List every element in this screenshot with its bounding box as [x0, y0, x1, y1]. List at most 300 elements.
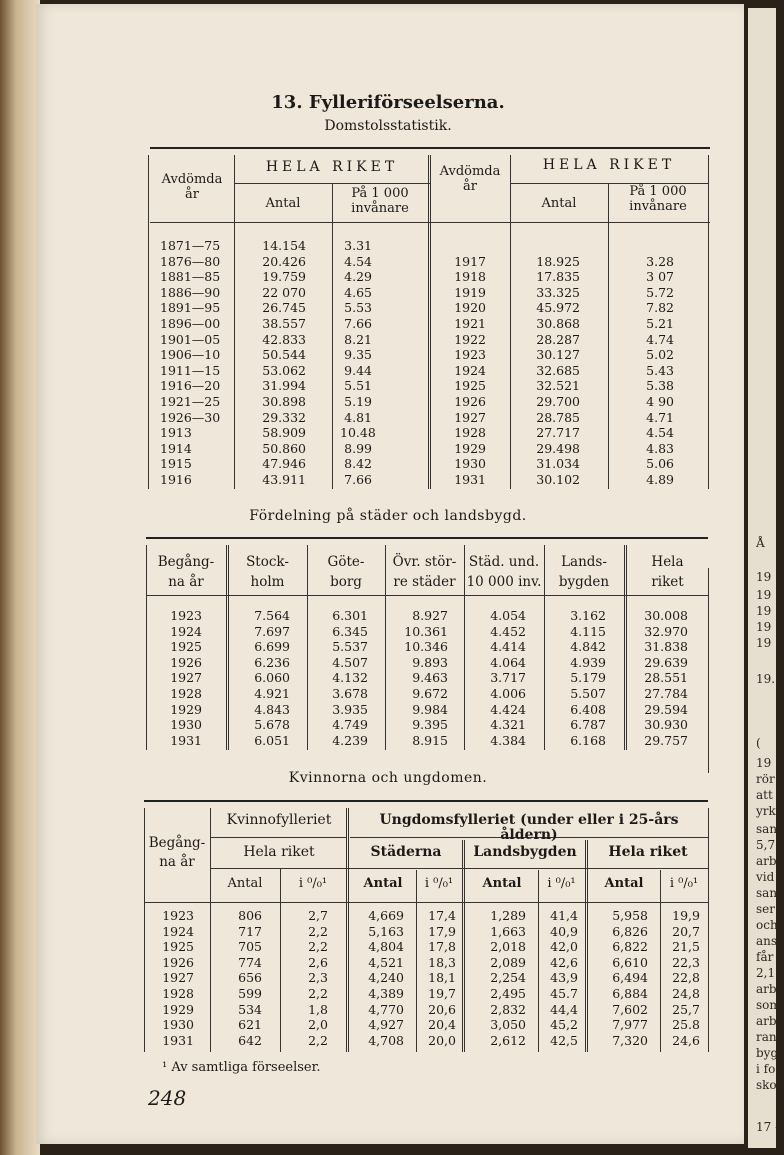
facing-page-text: 19	[756, 588, 772, 602]
facing-page-text: och	[756, 918, 778, 932]
table-cell: 5.43	[646, 362, 674, 378]
table-cell: 2,2	[308, 923, 328, 939]
table-cell: 2,612	[490, 1032, 526, 1048]
t3-header-landsbygden: Landsbygden	[473, 844, 577, 860]
t3-header-kvinno: Kvinnofylleriet	[226, 812, 332, 828]
t2-lands	[564, 608, 606, 748]
table-cell: 31.838	[644, 639, 688, 655]
table-cell: 656	[238, 970, 262, 986]
table-cell: 28.551	[644, 670, 688, 686]
table-cell: 28.785	[536, 409, 580, 425]
table-cell: 42.833	[262, 331, 306, 347]
table-cell: 4.132	[332, 670, 368, 686]
table-cell: 20,0	[428, 1032, 456, 1048]
table-cell: 4,804	[368, 939, 404, 955]
table-cell: 599	[238, 985, 262, 1001]
t3-header-ungdom: Ungdomsfylleriet (under eller i 25-års åldern)	[379, 812, 679, 843]
table-cell: 1930	[170, 717, 202, 733]
table-cell: 6.345	[332, 623, 368, 639]
table-cell: 4.749	[332, 717, 368, 733]
table-cell: 4,708	[368, 1032, 404, 1048]
table-cell: 4.239	[332, 732, 368, 748]
table-cell: 1911—15	[160, 362, 221, 378]
table-cell: 4.89	[646, 471, 674, 487]
table-cell: 50.860	[262, 440, 306, 456]
table-cell: 45.972	[536, 300, 580, 316]
t3-header-kv-hela: Hela riket	[243, 844, 315, 860]
t3-la-proc	[544, 908, 578, 1048]
t2-stockholm	[246, 608, 290, 748]
table-cell: 1924	[162, 923, 194, 939]
table-cell: 2,2	[308, 939, 328, 955]
table-cell: 30.127	[536, 347, 580, 363]
table-cell: 1925	[170, 639, 202, 655]
table-cell: 17.835	[536, 269, 580, 285]
t2-hela	[640, 608, 688, 748]
t3-years	[158, 908, 194, 1048]
table-cell: 5.507	[570, 685, 606, 701]
table-cell: 1886—90	[160, 284, 221, 300]
table-cell: 4,521	[368, 954, 404, 970]
table-cell: 4.064	[490, 654, 526, 670]
table-cell: 2,089	[490, 954, 526, 970]
table-cell: 1906—10	[160, 347, 221, 363]
table-cell: 2,018	[490, 939, 526, 955]
header-avdomda-left: Avdömda år	[161, 172, 223, 202]
t3-st-proc	[422, 908, 456, 1048]
table-cell: 5.06	[646, 456, 674, 472]
header-hela-riket-right: HELA RIKET	[542, 157, 676, 173]
table-cell: 1924	[170, 623, 202, 639]
table-cell: 5,958	[612, 908, 648, 923]
table-cell: 4.006	[490, 685, 526, 701]
table-cell: 22,8	[672, 970, 700, 986]
table-cell: 6,822	[612, 939, 648, 955]
header-hela-riket-left: HELA RIKET	[265, 159, 399, 175]
t3-h-la-antal: Antal	[482, 876, 522, 891]
table-cell: 30.102	[536, 471, 580, 487]
table-cell: 4.83	[646, 440, 674, 456]
t3-h-he-antal: Antal	[604, 876, 644, 891]
table-cell: 1931	[454, 471, 486, 487]
table-cell: 806	[238, 908, 262, 923]
table-cell: 4.424	[490, 701, 526, 717]
table-cell: 33.325	[536, 284, 580, 300]
table-cell: 3.935	[332, 701, 368, 717]
facing-page-text: san	[756, 886, 778, 900]
table-cell: 4.054	[490, 608, 526, 623]
table-cell: 6.301	[332, 608, 368, 623]
table-cell: 7.66	[344, 315, 372, 331]
table-cell: 31.994	[262, 378, 306, 394]
table-cell: 24,8	[672, 985, 700, 1001]
table-cell: 9.893	[412, 654, 448, 670]
table-cell: 1871—75	[160, 238, 221, 253]
table-cell: 4.65	[344, 284, 372, 300]
table-cell: 1924	[454, 362, 486, 378]
table-cell: 1926	[162, 954, 194, 970]
table-cell: 5.02	[646, 347, 674, 363]
table-cell: 6.236	[254, 654, 290, 670]
t2-years	[166, 608, 202, 748]
table-cell: 38.557	[262, 315, 306, 331]
table-cell: 4.414	[490, 639, 526, 655]
table-cell: 2,2	[308, 985, 328, 1001]
table-cell: 45,2	[550, 1017, 578, 1033]
table-cell: 2,832	[490, 1001, 526, 1017]
table-cell: 1917	[454, 253, 486, 269]
table-cell: 29.498	[536, 440, 580, 456]
table-cell: 2,0	[308, 1017, 328, 1033]
t3-he-proc	[666, 908, 700, 1048]
page-subtitle: Domstolsstatistik.	[324, 118, 452, 134]
table-cell: 42,6	[550, 954, 578, 970]
table-cell: 4.842	[570, 639, 606, 655]
table-cell: 29.594	[644, 701, 688, 717]
t2-header-hela: Hela riket	[651, 554, 684, 590]
table-cell: 5.179	[570, 670, 606, 686]
t3-h-st-proc: i ⁰/₀¹	[424, 876, 454, 891]
table-cell: 5.21	[646, 315, 674, 331]
t3-st-antal	[356, 908, 404, 1048]
facing-page-text: 19	[756, 620, 772, 634]
table-cell: 4.507	[332, 654, 368, 670]
table-cell: 26.745	[262, 300, 306, 316]
table-cell: 4.321	[490, 717, 526, 733]
table-cell: 29.639	[644, 654, 688, 670]
table-cell: 2,2	[308, 1032, 328, 1048]
table-cell: 9.672	[412, 685, 448, 701]
table-cell: 7.697	[254, 623, 290, 639]
table-cell: 9.395	[412, 717, 448, 733]
table-cell: 4.939	[570, 654, 606, 670]
t3-h-la-proc: i ⁰/₀¹	[547, 876, 576, 891]
table-cell: 4,389	[368, 985, 404, 1001]
facing-page-text: får	[756, 950, 774, 964]
table-cell: 58.909	[262, 425, 306, 441]
table-cell: 534	[238, 1001, 262, 1017]
table-cell: 1876—80	[160, 253, 221, 269]
table-cell: 8.21	[344, 331, 372, 347]
table-cell: 1913	[160, 425, 192, 441]
table-cell: 1927	[170, 670, 202, 686]
table-cell: 6,884	[612, 985, 648, 1001]
table-cell: 22,3	[672, 954, 700, 970]
table-cell: 43,9	[550, 970, 578, 986]
table-cell: 1920	[454, 300, 486, 316]
table-cell: 29.757	[644, 732, 688, 748]
table-cell: 44,4	[550, 1001, 578, 1017]
table-cell: 4.921	[254, 685, 290, 701]
table-cell: 10.361	[404, 623, 448, 639]
table-cell: 28.287	[536, 331, 580, 347]
table-cell: 25,7	[672, 1001, 700, 1017]
header-per1000-left: På 1 000 invånare	[351, 186, 409, 216]
table-cell: 2,6	[308, 954, 328, 970]
table-cell: 1,289	[490, 908, 526, 923]
facing-page-text: 19	[756, 636, 772, 650]
table-cell: 1925	[162, 939, 194, 955]
t3-he-antal	[598, 908, 648, 1048]
table-cell: 4,669	[368, 908, 404, 923]
table-cell: 621	[238, 1017, 262, 1033]
table-cell: 30.930	[644, 717, 688, 733]
table-cell: 1923	[170, 608, 202, 623]
header-per1000-right: På 1 000 invånare	[629, 184, 687, 214]
table-cell: 7.564	[254, 608, 290, 623]
table-cell: 642	[238, 1032, 262, 1048]
table-cell: 27.784	[644, 685, 688, 701]
facing-page-text: 19	[756, 604, 772, 618]
table-cell: 14.154	[262, 238, 306, 253]
facing-page-text: vid	[756, 870, 775, 884]
table-cell: 6.699	[254, 639, 290, 655]
table-cell: 1926	[170, 654, 202, 670]
table-cell: 4.384	[490, 732, 526, 748]
table-cell: 5.678	[254, 717, 290, 733]
t2-header-lands: Lands- bygden	[558, 554, 610, 590]
table-cell: 8.927	[412, 608, 448, 623]
table-cell: 20,4	[428, 1017, 456, 1033]
table-cell: 6,826	[612, 923, 648, 939]
t1-left-years	[160, 238, 220, 488]
t2-goteborg	[326, 608, 368, 748]
caption-kvinnorna: Kvinnorna och ungdomen.	[288, 770, 488, 786]
t1-right-years	[440, 254, 486, 488]
t2-header-ovr: Övr. stör- re städer	[392, 554, 457, 590]
table-cell: 4.54	[344, 253, 372, 269]
table-cell: 4,770	[368, 1001, 404, 1017]
table-cell: 17,8	[428, 939, 456, 955]
facing-page-text: rör	[756, 772, 775, 786]
table-cell: 1918	[454, 269, 486, 285]
header-antal-left: Antal	[265, 196, 301, 211]
facing-page-text: arb	[756, 854, 777, 868]
header-antal-right: Antal	[541, 196, 577, 211]
table-cell: 1916	[160, 471, 192, 487]
table-cell: 4,927	[368, 1017, 404, 1033]
table-cell: 24,6	[672, 1032, 700, 1048]
facing-page-text: 19	[756, 756, 772, 770]
table-cell: 17,4	[428, 908, 456, 923]
table-cell: 1925	[454, 378, 486, 394]
table-cell: 3.28	[646, 253, 674, 269]
table-cell: 1931	[162, 1032, 194, 1048]
t1-right-antal	[520, 254, 580, 488]
table-cell: 7,977	[612, 1017, 648, 1033]
table-cell: 2,254	[490, 970, 526, 986]
facing-page-text: arb	[756, 1014, 777, 1028]
table-cell: 41,4	[550, 908, 578, 923]
table-cell: 19.759	[262, 269, 306, 285]
table-cell: 3.717	[490, 670, 526, 686]
table-cell: 1928	[162, 985, 194, 1001]
table-cell: 1929	[454, 440, 486, 456]
table-cell: 45.7	[550, 985, 578, 1001]
table-cell: 717	[238, 923, 262, 939]
t3-header-staderna: Städerna	[370, 844, 442, 860]
table-cell: 6.060	[254, 670, 290, 686]
table-cell: 18.925	[536, 253, 580, 269]
book-spine	[0, 0, 40, 1155]
page-number: 248	[148, 1086, 187, 1110]
table-cell: 774	[238, 954, 262, 970]
table-cell: 1916—20	[160, 378, 221, 394]
table-cell: 5.38	[646, 378, 674, 394]
page-title: 13. Fylleriförseelserna.	[271, 92, 505, 113]
table-cell: 4.843	[254, 701, 290, 717]
table-cell: 5.72	[646, 284, 674, 300]
table-cell: 32.685	[536, 362, 580, 378]
table-cell: 1896—00	[160, 315, 221, 331]
footnote: ¹ Av samtliga förseelser.	[162, 1060, 321, 1075]
t2-header-stadund: Städ. und. 10 000 inv.	[466, 554, 542, 590]
table-cell: 3.162	[570, 608, 606, 623]
facing-page-text: byg	[756, 1046, 779, 1060]
table-cell: 8.915	[412, 732, 448, 748]
table-cell: 1921	[454, 315, 486, 331]
facing-page-text: ran	[756, 1030, 777, 1044]
table-cell: 6.408	[570, 701, 606, 717]
t3-h-st-antal: Antal	[363, 876, 403, 891]
table-cell: 1931	[170, 732, 202, 748]
table-cell: 1915	[160, 456, 192, 472]
table-cell: 5,163	[368, 923, 404, 939]
table-cell: 4.74	[646, 331, 674, 347]
table-cell: 32.970	[644, 623, 688, 639]
facing-page-edge	[748, 8, 784, 1148]
table-cell: 705	[238, 939, 262, 955]
table-cell: 2,7	[308, 908, 328, 923]
table-cell: 30.898	[262, 393, 306, 409]
table-cell: 1929	[170, 701, 202, 717]
t1-left-per1000	[340, 238, 376, 488]
table-cell: 47.946	[262, 456, 306, 472]
facing-page-text: att	[756, 788, 773, 802]
table-cell: 27.717	[536, 425, 580, 441]
facing-page-text: som	[756, 998, 781, 1012]
table-cell: 8.99	[344, 440, 372, 456]
facing-page-text: 19.	[756, 672, 776, 686]
table-cell: 53.062	[262, 362, 306, 378]
table-cell: 1881—85	[160, 269, 221, 285]
table-cell: 1929	[162, 1001, 194, 1017]
t2-header-begang: Begång- na år	[157, 554, 215, 590]
t2-stadund	[484, 608, 526, 748]
table-cell: 1921—25	[160, 393, 221, 409]
table-cell: 2,3	[308, 970, 328, 986]
table-cell: 1901—05	[160, 331, 221, 347]
table-cell: 1,663	[490, 923, 526, 939]
table-cell: 4.54	[646, 425, 674, 441]
table-cell: 4.452	[490, 623, 526, 639]
table-cell: 5.537	[332, 639, 368, 655]
table-cell: 9.463	[412, 670, 448, 686]
t3-h-kv-proc: i ⁰/₀¹	[298, 876, 328, 891]
t3-kv-antal	[226, 908, 262, 1048]
table-cell: 4.81	[344, 409, 372, 425]
t1-left-antal	[240, 238, 306, 488]
table-cell: 7,320	[612, 1032, 648, 1048]
table-cell: 4 90	[646, 393, 674, 409]
table-cell: 1926—30	[160, 409, 221, 425]
table-cell: 6.787	[570, 717, 606, 733]
table-cell: 1919	[454, 284, 486, 300]
facing-page-text: ans	[756, 934, 778, 948]
table-cell: 20,6	[428, 1001, 456, 1017]
table-cell: 20.426	[262, 253, 306, 269]
t2-header-goteborg: Göte- borg	[327, 554, 365, 590]
table-cell: 1914	[160, 440, 192, 456]
caption-fordelning: Fördelning på städer och landsbygd.	[249, 508, 527, 524]
table-cell: 43.911	[262, 471, 306, 487]
table-cell: 7.66	[344, 471, 372, 487]
table-cell: 20,7	[672, 923, 700, 939]
facing-page-text: (	[756, 736, 761, 750]
facing-page-text: Å	[756, 536, 765, 550]
table-cell: 17,9	[428, 923, 456, 939]
table-cell: 42,0	[550, 939, 578, 955]
table-cell: 19,9	[672, 908, 700, 923]
table-cell: 9.35	[344, 347, 372, 363]
table-cell: 3.678	[332, 685, 368, 701]
table-cell: 1923	[454, 347, 486, 363]
table-cell: 4.29	[344, 269, 372, 285]
table-cell: 19,7	[428, 985, 456, 1001]
table-cell: 3.31	[344, 238, 372, 253]
t3-header-begang: Begång- na år	[148, 835, 206, 870]
facing-page-text: ser	[756, 902, 775, 916]
table-cell: 3 07	[646, 269, 674, 285]
table-cell: 1928	[170, 685, 202, 701]
table-cell: 50.544	[262, 347, 306, 363]
table-cell: 7,602	[612, 1001, 648, 1017]
table-cell: 18,1	[428, 970, 456, 986]
table-cell: 2,495	[490, 985, 526, 1001]
table-cell: 6.168	[570, 732, 606, 748]
facing-page-text: i fo	[756, 1062, 776, 1076]
table-cell: 1930	[162, 1017, 194, 1033]
table-cell: 10.48	[340, 425, 376, 441]
facing-page-text: 19	[756, 570, 772, 584]
table-cell: 1927	[454, 409, 486, 425]
table-cell: 1891—95	[160, 300, 221, 316]
table-cell: 32.521	[536, 378, 580, 394]
table-cell: 31.034	[536, 456, 580, 472]
table-cell: 1928	[454, 425, 486, 441]
header-avdomda-right: Avdömda år	[439, 164, 501, 194]
t2-header-stockholm: Stock- holm	[246, 554, 289, 590]
table-cell: 29.332	[262, 409, 306, 425]
table-cell: 18,3	[428, 954, 456, 970]
t3-la-antal	[476, 908, 526, 1048]
t3-header-ung-hela: Hela riket	[608, 844, 688, 860]
table-cell: 5.53	[344, 300, 372, 316]
table-cell: 6,610	[612, 954, 648, 970]
table-cell: 29.700	[536, 393, 580, 409]
facing-page-text: yrk	[756, 804, 776, 818]
facing-page-text: san	[756, 822, 778, 836]
table-cell: 1922	[454, 331, 486, 347]
table-cell: 7.82	[646, 300, 674, 316]
table-cell: 1926	[454, 393, 486, 409]
t2-ovr	[398, 608, 448, 748]
table-cell: 42,5	[550, 1032, 578, 1048]
table-cell: 1923	[162, 908, 194, 923]
t1-right-per1000	[630, 254, 674, 488]
table-cell: 40,9	[550, 923, 578, 939]
table-cell: 5.51	[344, 378, 372, 394]
